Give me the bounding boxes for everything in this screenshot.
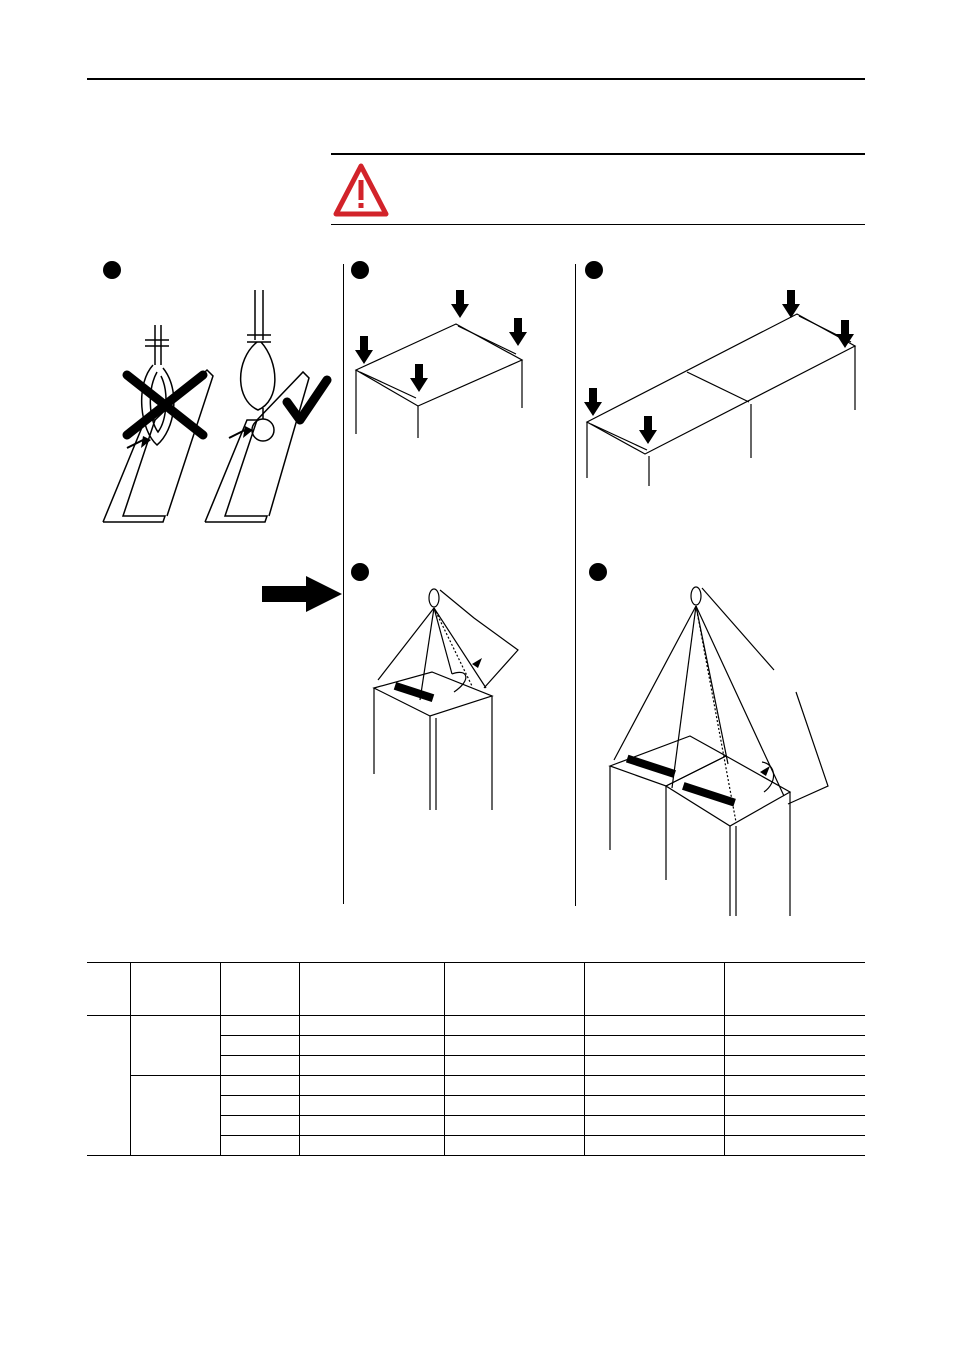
table-row [87, 1016, 865, 1036]
column-separator-1 [343, 264, 344, 904]
step-5-marker [589, 563, 607, 581]
step-2-marker [351, 261, 369, 279]
hook-rigging-figure [95, 280, 335, 530]
header-rule [87, 78, 865, 80]
step-3-marker [585, 261, 603, 279]
step-4-marker [351, 563, 369, 581]
double-cabinet-lifting-points-figure [583, 288, 863, 488]
table-row [87, 1076, 865, 1096]
single-cabinet-chain-lift-figure [360, 588, 540, 814]
table-header-row [87, 963, 865, 1016]
warning-triangle-icon [333, 163, 389, 217]
warning-top-rule [331, 153, 865, 155]
warning-bottom-rule [331, 224, 865, 225]
single-cabinet-lifting-points-figure [352, 288, 532, 438]
column-separator-2 [575, 264, 576, 906]
x-mark-icon [127, 375, 203, 435]
lifting-spec-table [87, 962, 865, 1156]
double-cabinet-chain-lift-figure [600, 586, 840, 918]
step-1-marker [103, 261, 121, 279]
right-arrow-icon [262, 576, 342, 612]
